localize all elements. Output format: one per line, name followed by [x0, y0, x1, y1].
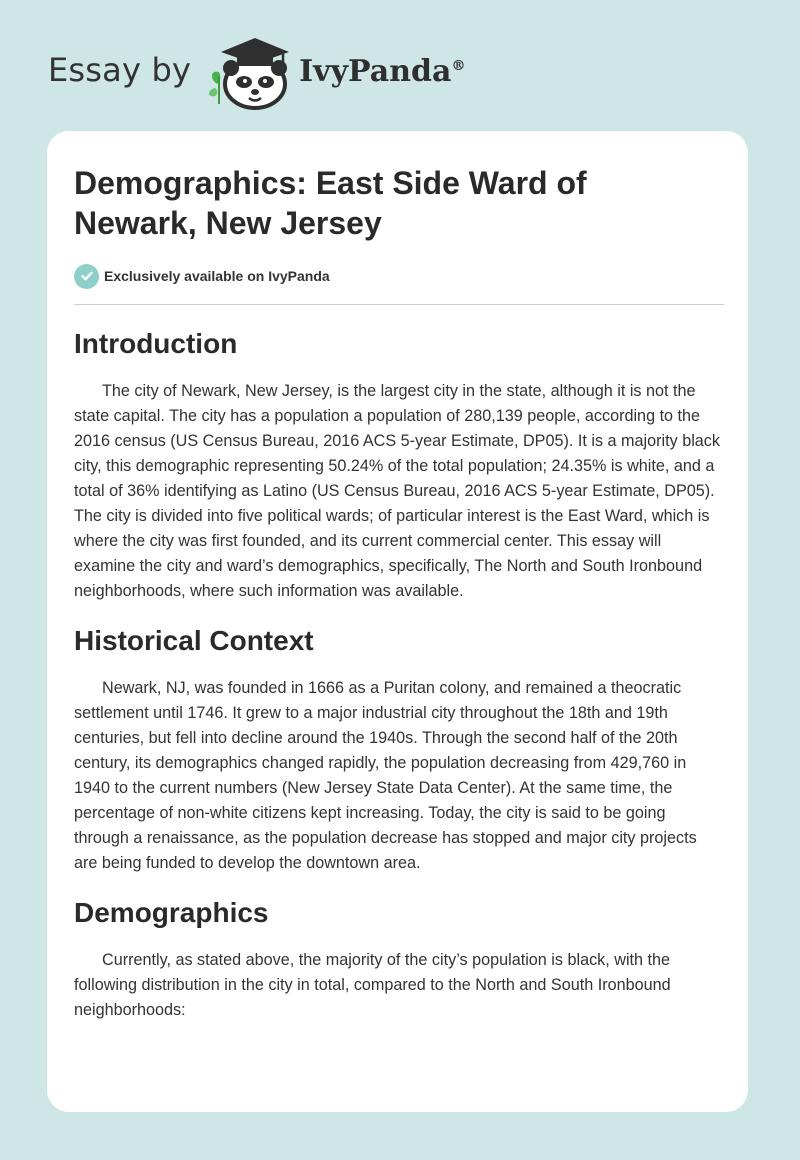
section-paragraph: Newark, NJ, was founded in 1666 as a Puritan colony, and remained a theocratic settlement until 1746. It grew to a major industrial city throughout the 18th and 19th centuries, but fell into decline around the 1940s. Through the second half of the 20th century, its demographics changed rapidly, the population decreasing from 429,760 in 1940 to the current numbers (New Jersey State Data Center). At the same time, the percentage of non-white citizens kept increasing. Today, the city is said to be going through a renaissance, as the population decrease has stopped and major city projects are being funded to develop the downtown area.: [74, 679, 697, 872]
section-heading: Demographics: [74, 897, 269, 928]
brand-name[interactable]: [299, 54, 465, 89]
title-divider: [74, 304, 724, 305]
exclusive-badge: [74, 261, 722, 291]
section-paragraph: The city of Newark, New Jersey, is the largest city in the state, although it is not the state capital. The city has a population a population of 280,139 people, according to the 2016 census (US Census Bureau, 2016 ACS 5-year Estimate, DP05). It is a majority black city, this demographic representing 50.24% of the total population; 24.35% is white, and a total of 36% identifying as Latino (US Census Bureau, 2016 ACS 5-year Estimate, DP05). The city is divided into five political wards; of particular interest is the East Ward, which is where the city was first founded, and its current commercial center. This essay will examine the city and ward’s demographics, specifically, The North and South Ironbound neighborhoods, where such information was available.: [74, 382, 720, 600]
essay-title: Demographics: East Side Ward of Newark, New Jersey: [74, 165, 587, 241]
brand-prefix: Essay by: [48, 51, 192, 89]
panda-graduation-cap-icon[interactable]: [203, 34, 295, 110]
section-paragraph: Currently, as stated above, the majority of the city’s population is black, with the following distribution in the city in total, compared to the North and South Ironbound neighborhoods:: [74, 951, 671, 1019]
section-heading: Historical Context: [74, 625, 314, 656]
section-historical-context: [74, 624, 722, 876]
section-introduction: [74, 327, 722, 604]
section-heading: Introduction: [74, 328, 238, 359]
registered-mark: ®: [451, 57, 466, 74]
section-demographics: [74, 896, 722, 1023]
essay-card: [47, 131, 748, 1112]
check-circle-icon: [74, 264, 99, 289]
exclusive-badge-text: Exclusively available on IvyPanda: [104, 268, 330, 284]
site-header: [48, 34, 465, 110]
brand-name-text: IvyPanda: [299, 53, 452, 89]
